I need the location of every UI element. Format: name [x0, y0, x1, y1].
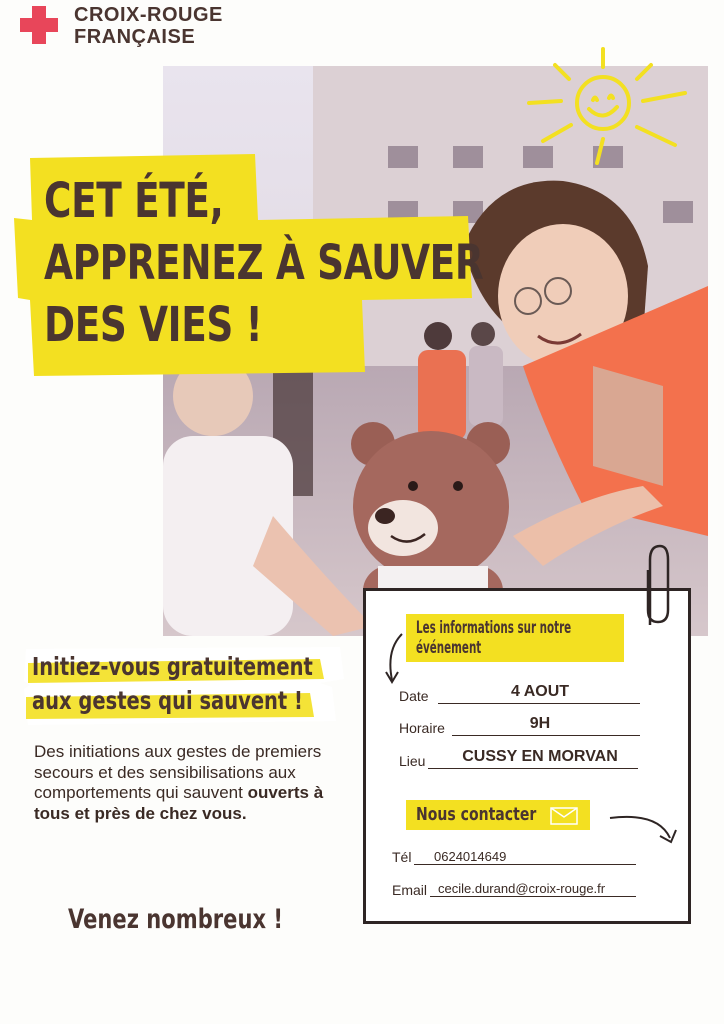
subheadline-line-1: Initiez-vous gratuitement: [32, 652, 313, 681]
email-underline: [430, 896, 636, 897]
date-underline: [438, 703, 640, 704]
description-text: Des initiations aux gestes de premiers secours et des sensibilisations aux comportements qui sauvent: [34, 742, 322, 802]
place-underline: [428, 768, 638, 769]
event-info-title: [406, 614, 624, 662]
brand-name: [74, 4, 223, 48]
contact-title-text: Nous contacter: [416, 804, 537, 825]
call-to-action: Venez nombreux !: [68, 904, 283, 935]
email-value[interactable]: cecile.durand@croix-rouge.fr: [438, 881, 606, 896]
time-value: 9H: [529, 715, 551, 732]
date-label: Date: [399, 688, 429, 704]
headline-line-2: APPRENEZ À SAUVER: [44, 235, 484, 291]
phone-underline: [414, 864, 636, 865]
brand-line-2: FRANÇAISE: [74, 26, 196, 48]
time-label: Horaire: [399, 720, 445, 736]
time-underline: [452, 735, 640, 736]
description: [34, 742, 344, 824]
place-value: CUSSY EN MORVAN: [462, 748, 618, 765]
headline-line-1: CET ÉTÉ,: [44, 173, 224, 229]
email-label: Email: [392, 882, 428, 898]
description-bold: ouverts à tous et près de chez vous.: [34, 783, 324, 823]
date-value: 4 AOUT: [510, 683, 570, 700]
headline: [44, 170, 483, 356]
event-title-line-2: événement: [416, 638, 482, 658]
subheadline: [32, 650, 313, 718]
event-title-line-1: Les informations sur notre: [416, 618, 572, 638]
brand-line-1: CROIX-ROUGE: [74, 4, 223, 26]
place-label: Lieu: [399, 753, 426, 769]
paperclip-icon: [630, 540, 670, 630]
phone-label: Tél: [392, 849, 412, 865]
envelope-icon: [550, 807, 578, 825]
phone-value[interactable]: 0624014649: [434, 849, 507, 864]
red-cross-logo-icon: [18, 4, 60, 46]
curved-arrow-right-icon: [608, 808, 683, 850]
sun-doodle-icon: [525, 45, 695, 170]
headline-line-3: DES VIES !: [44, 297, 263, 353]
subheadline-line-2: aux gestes qui sauvent !: [32, 686, 303, 715]
